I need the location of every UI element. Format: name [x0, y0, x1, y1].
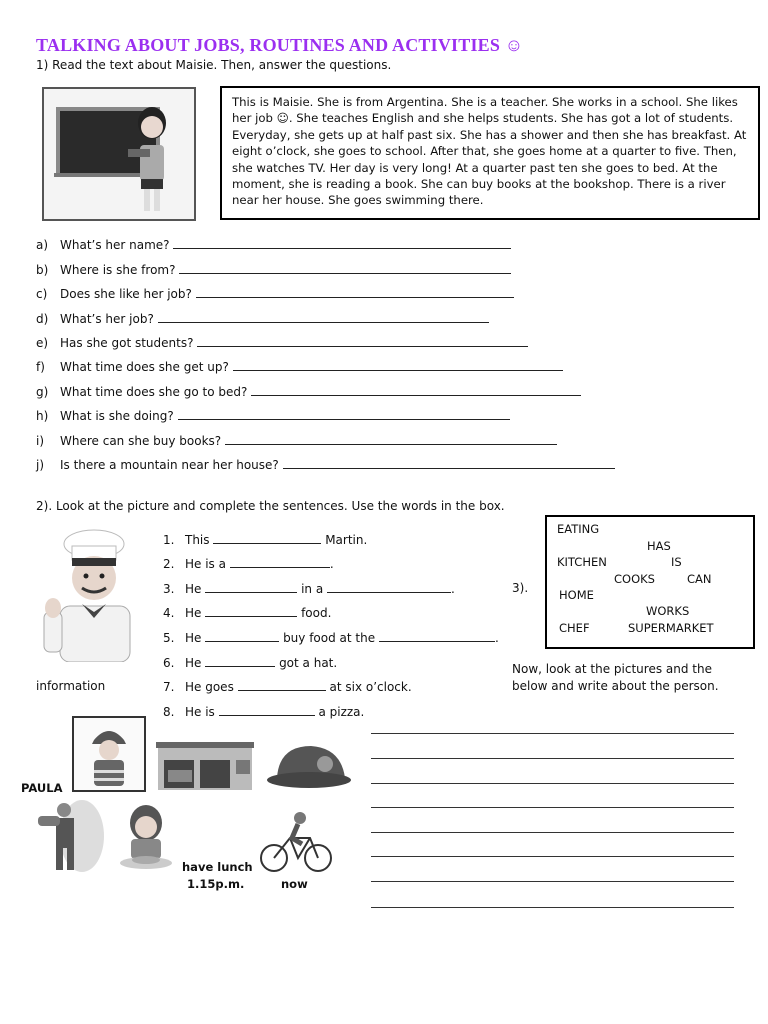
sentence-2: 2. He is a .: [163, 557, 334, 571]
fire-station-picture: [154, 738, 256, 792]
question-a: a) What’s her name?: [36, 238, 511, 252]
answer-line[interactable]: [251, 385, 581, 396]
part3-instruction: Now, look at the pictures and the: [512, 662, 712, 676]
answer-line[interactable]: [205, 606, 297, 617]
answer-line[interactable]: [205, 631, 279, 642]
question-j: j) Is there a mountain near her house?: [36, 458, 615, 472]
word-box: [545, 515, 755, 649]
answer-line[interactable]: [230, 557, 330, 568]
answer-line[interactable]: [205, 656, 275, 667]
question-h: h) What is she doing?: [36, 409, 510, 423]
question-g: g) What time does she go to bed?: [36, 385, 581, 399]
cycling-picture: [258, 808, 334, 874]
answer-line[interactable]: [233, 360, 563, 371]
answer-line[interactable]: [219, 705, 315, 716]
reading-line: eight o’clock, she goes to school. After that, she goes home at a quarter to five. Then,: [232, 144, 737, 159]
question-b: b) Where is she from?: [36, 263, 511, 277]
chef-picture: [36, 528, 142, 662]
writing-line[interactable]: [371, 807, 734, 808]
sentence-3: 3. He in a .: [163, 582, 455, 596]
answer-line[interactable]: [178, 409, 510, 420]
reading-line: she watches TV. Her day is very long! At a quarter past ten she goes to bed. At the: [232, 160, 718, 175]
word-box-item: WORKS: [646, 604, 690, 618]
word-box-item: CAN: [687, 572, 712, 586]
writing-line[interactable]: [371, 733, 734, 734]
word-box-item: COOKS: [614, 572, 655, 586]
part3-number: 3).: [512, 581, 529, 595]
answer-line[interactable]: [173, 238, 511, 249]
question-d: d) What’s her job?: [36, 312, 489, 326]
word-box-item: SUPERMARKET: [628, 621, 714, 635]
writing-line[interactable]: [371, 907, 734, 908]
page-title: TALKING ABOUT JOBS, ROUTINES AND ACTIVITIES ☺: [36, 35, 524, 55]
firefighter-picture: [72, 716, 146, 792]
question-f: f) What time does she get up?: [36, 360, 563, 374]
part3-instruction-word: information: [36, 679, 106, 693]
answer-line[interactable]: [205, 582, 297, 593]
word-box-item: EATING: [557, 522, 600, 536]
sentence-8: 8. He is a pizza.: [163, 705, 365, 719]
word-box-item: HAS: [647, 539, 671, 553]
question-i: i) Where can she buy books?: [36, 434, 557, 448]
answer-line[interactable]: [327, 582, 451, 593]
rescue-picture: [28, 796, 106, 874]
question-c: c) Does she like her job?: [36, 287, 514, 301]
part3-instruction: below and write about the person.: [512, 679, 719, 693]
sentence-5: 5. He buy food at the .: [163, 631, 499, 645]
caption-time: 1.15p.m.: [187, 877, 245, 891]
answer-line[interactable]: [238, 680, 326, 691]
question-e: e) Has she got students?: [36, 336, 528, 350]
reading-line: her job ☺. She teaches English and she helps students. She has got a lot of students.: [232, 111, 734, 126]
reading-line: near her house. She goes swimming there.: [232, 193, 484, 208]
writing-line[interactable]: [371, 783, 734, 784]
word-box-item: CHEF: [559, 621, 590, 635]
answer-line[interactable]: [225, 434, 557, 445]
sentence-4: 4. He food.: [163, 606, 332, 620]
writing-line[interactable]: [371, 832, 734, 833]
writing-line[interactable]: [371, 758, 734, 759]
reading-line: Everyday, she gets up at half past six. She has a shower and then she has breakfast. At: [232, 127, 747, 142]
answer-line[interactable]: [213, 533, 321, 544]
writing-line[interactable]: [371, 881, 734, 882]
teacher-picture: [42, 87, 196, 221]
caption-lunch: have lunch: [182, 860, 253, 874]
answer-line[interactable]: [379, 631, 495, 642]
part1-instruction: 1) Read the text about Maisie. Then, answer the questions.: [36, 58, 392, 72]
answer-line[interactable]: [283, 458, 615, 469]
helmet-picture: [265, 738, 351, 792]
word-box-item: HOME: [559, 588, 594, 602]
lunch-picture: [113, 801, 179, 875]
part2-instruction: 2). Look at the picture and complete the sentences. Use the words in the box.: [36, 499, 505, 513]
caption-now: now: [281, 877, 308, 891]
writing-line[interactable]: [371, 856, 734, 857]
word-box-item: IS: [671, 555, 682, 569]
answer-line[interactable]: [179, 263, 511, 274]
answer-line[interactable]: [158, 312, 489, 323]
sentence-7: 7. He goes at six o’clock.: [163, 680, 412, 694]
answer-line[interactable]: [197, 336, 528, 347]
sentence-6: 6. He got a hat.: [163, 656, 338, 670]
reading-line: moment, she is reading a book. She can buy books at the bookshop. There is a river: [232, 177, 726, 192]
person-name: PAULA: [21, 781, 63, 795]
answer-line[interactable]: [196, 287, 514, 298]
sentence-1: 1. This Martin.: [163, 533, 368, 547]
reading-line: This is Maisie. She is from Argentina. She is a teacher. She works in a school. She likes: [232, 95, 738, 109]
reading-text-box: [220, 86, 760, 220]
word-box-item: KITCHEN: [557, 555, 607, 569]
